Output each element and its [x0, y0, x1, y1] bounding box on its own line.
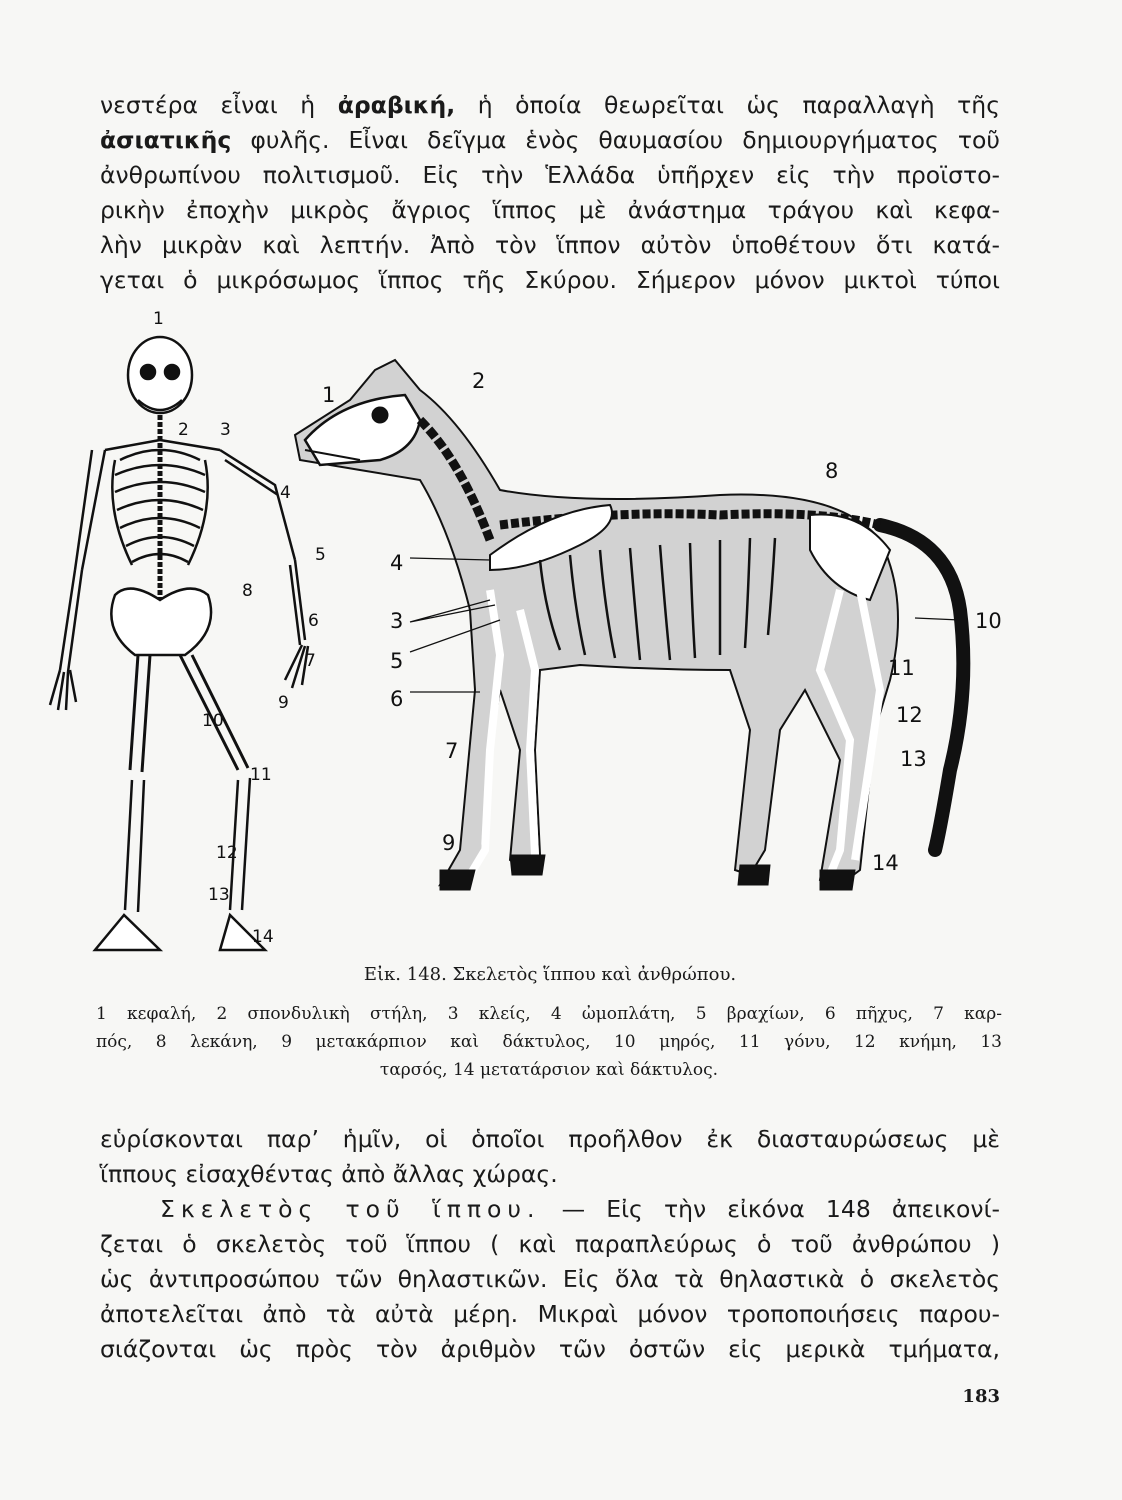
text-line: ἀποτελεῖται ἀπὸ τὰ αὐτὰ μέρη. Μικραὶ μόνον τροποποιήσεις παρου-: [100, 1300, 1000, 1328]
text-line: ἀνθρωπίνου πολιτισμοῦ. Εἰς τὴν Ἑλλάδα ὑπῆρχεν εἰς τὴν προϊστο-: [100, 161, 1000, 189]
human-label: 3: [220, 420, 231, 440]
horse-label: 7: [445, 739, 459, 763]
figure-caption-legend: [96, 1000, 1002, 1084]
horse-label: 8: [825, 459, 839, 483]
human-label: 11: [250, 765, 272, 785]
horse-label: 13: [900, 747, 927, 771]
bottom-paragraph: [100, 1122, 1000, 1367]
human-label: 9: [278, 693, 289, 713]
text-line: ἀσιατικῆς φυλῆς. Εἶναι δεῖγμα ἑνὸς θαυμασίου δημιουργήματος τοῦ: [100, 126, 1000, 154]
page-number: 183: [962, 1386, 1000, 1407]
caption-line: ταρσός, 14 μετατάρσιον καὶ δάκτυλος.: [379, 1060, 719, 1080]
human-label: 6: [308, 611, 319, 631]
text-line: ὡς ἀντιπροσώπου τῶν θηλαστικῶν. Εἰς ὅλα τὰ θηλαστικὰ ὁ σκελετὸς: [100, 1265, 1000, 1293]
human-label: 1: [153, 310, 164, 329]
skeleton-figure: [20, 310, 1020, 960]
horse-label: 10: [975, 609, 1002, 633]
horse-label: 14: [872, 851, 899, 875]
human-label: 13: [208, 885, 230, 905]
text-line: Σκελετὸς τοῦ ἵππου. — Εἰς τὴν εἰκόνα 148 ἀπεικονί-: [160, 1195, 1000, 1223]
human-label: 12: [216, 843, 238, 863]
horse-label: 9: [442, 831, 456, 855]
text-line: ζεται ὁ σκελετὸς τοῦ ἵππου ( καὶ παραπλεύρως ὁ τοῦ ἀνθρώπου ): [100, 1230, 1000, 1258]
text-line: εὑρίσκονται παρ’ ἡμῖν, οἱ ὁποῖοι προῆλθον ἐκ διασταυρώσεως μὲ: [100, 1125, 1000, 1153]
caption-line: πός, 8 λεκάνη, 9 μετακάρπιον καὶ δάκτυλος, 10 μηρός, 11 γόνυ, 12 κνήμη, 13: [96, 1032, 1002, 1052]
horse-label: 11: [888, 656, 915, 680]
horse-label: 1: [322, 383, 336, 407]
horse-label: 12: [896, 703, 923, 727]
text-line: νεστέρα εἶναι ἡ ἀραβική, ἡ ὁποία θεωρεῖται ὡς παραλλαγὴ τῆς: [100, 91, 1000, 119]
text-line: ρικὴν ἐποχὴν μικρὸς ἄγριος ἵππος μὲ ἀνάστημα τράγου καὶ κεφα-: [100, 196, 1000, 224]
human-label: 2: [178, 420, 189, 440]
human-label: 10: [202, 711, 224, 731]
horse-label: 2: [472, 369, 486, 393]
horse-label: 5: [390, 649, 404, 673]
text-line: λὴν μικρὰν καὶ λεπτήν. Ἀπὸ τὸν ἵππον αὐτὸν ὑποθέτουν ὅτι κατά-: [100, 231, 1000, 259]
figure-caption-title: Εἰκ. 148. Σκελετὸς ἵππου καὶ ἀνθρώπου.: [363, 964, 737, 985]
horse-label: 6: [390, 687, 404, 711]
text-line: γεται ὁ μικρόσωμος ἵππος τῆς Σκύρου. Σήμερον μόνον μικτοὶ τύποι: [100, 266, 1000, 294]
caption-line: 1 κεφαλή, 2 σπονδυλικὴ στήλη, 3 κλείς, 4 ὠμοπλάτη, 5 βραχίων, 6 πῆχυς, 7 καρ-: [96, 1004, 1002, 1024]
human-label: 14: [252, 927, 274, 947]
human-label: 5: [315, 545, 326, 565]
text-line: σιάζονται ὡς πρὸς τὸν ἀριθμὸν τῶν ὀστῶν εἰς μερικὰ τμήματα,: [100, 1335, 1000, 1363]
human-label: 8: [242, 581, 253, 601]
horse-label: 3: [390, 609, 404, 633]
top-paragraph: [100, 88, 1000, 298]
text-line: ἵππους εἰσαχθέντας ἀπὸ ἄλλας χώρας.: [100, 1160, 558, 1188]
section-heading: Σκελετὸς τοῦ ἵππου.: [160, 1195, 541, 1223]
horse-label: 4: [390, 551, 404, 575]
human-label: 7: [305, 651, 316, 671]
human-label: 4: [280, 483, 291, 503]
